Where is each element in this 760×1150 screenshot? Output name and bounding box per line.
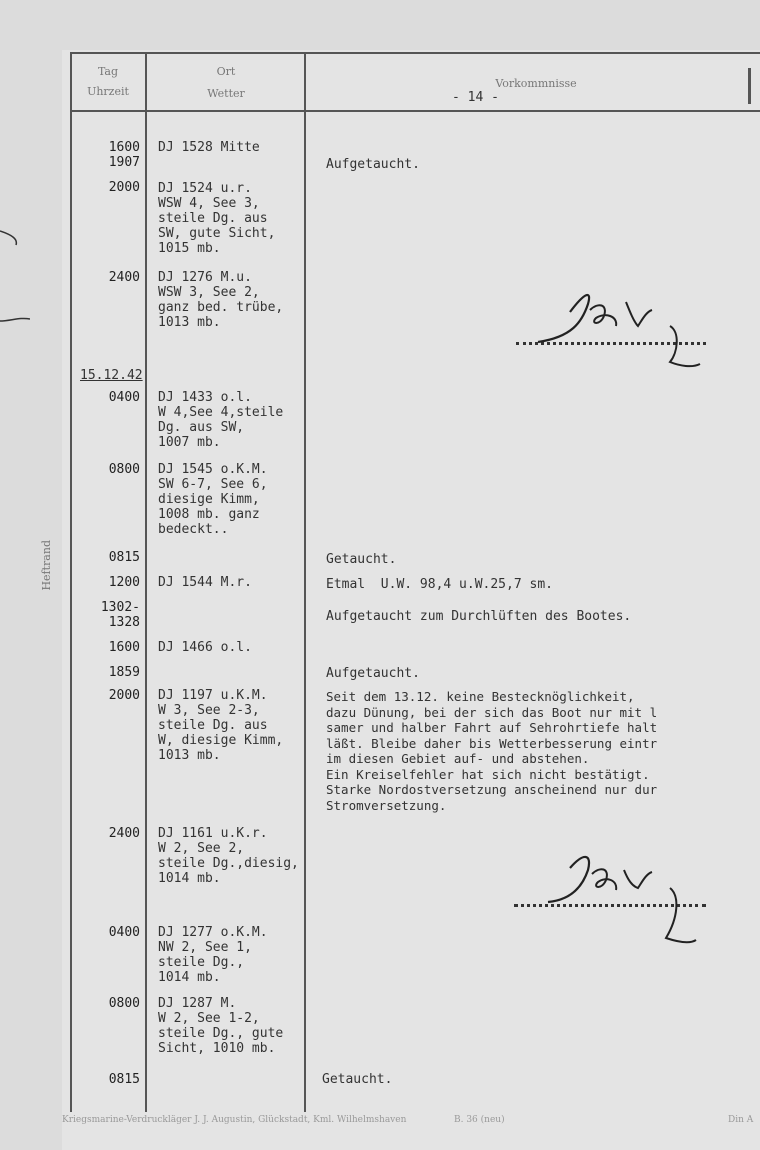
row-location: DJ 1276 M.u. WSW 3, See 2, ganz bed. trübe, 1013 mb.	[158, 270, 284, 330]
time-column-rule	[145, 52, 147, 1112]
row-location: DJ 1466 o.l.	[158, 640, 252, 655]
row-time: 0815	[108, 1072, 140, 1087]
row-event: Etmal U.W. 98,4 u.W.25,7 sm.	[326, 577, 553, 592]
date-marker: 15.12.42	[80, 368, 143, 383]
row-location: DJ 1161 u.K.r. W 2, See 2, steile Dg.,diesig, 1014 mb.	[158, 826, 299, 886]
row-time: 0800	[108, 462, 140, 477]
row-event: Aufgetaucht.	[326, 666, 420, 681]
row-time: 2400	[108, 270, 140, 285]
row-location: DJ 1545 o.K.M. SW 6-7, See 6, diesige Kimm, 1008 mb. ganz bedeckt..	[158, 462, 268, 537]
table-top-rule	[70, 52, 760, 54]
row-location: DJ 1287 M. W 2, See 1-2, steile Dg., gute Sicht, 1010 mb.	[158, 996, 284, 1056]
row-location: DJ 1197 u.K.M. W 3, See 2-3, steile Dg. aus W, diesige Kimm, 1013 mb.	[158, 688, 284, 763]
row-time: 2000	[108, 180, 140, 195]
header-bottom-rule	[70, 110, 760, 112]
format-footer: Din A	[728, 1115, 754, 1125]
page-number: - 14 -	[452, 90, 499, 105]
row-time: 0815	[108, 550, 140, 565]
printer-footer: Kriegsmarine-Verdruckläger J. J. Augustin, Glückstadt, Kml. Wilhelmshaven	[62, 1115, 407, 1125]
row-time: 2400	[108, 826, 140, 841]
header-events: Vorkommnisse	[495, 77, 577, 90]
row-location: DJ 1524 u.r. WSW 4, See 3, steile Dg. aus SW, gute Sicht, 1015 mb.	[158, 181, 276, 256]
location-column-rule	[304, 52, 306, 1112]
signature-mark	[540, 848, 700, 948]
row-time: 1302- 1328	[100, 600, 140, 630]
row-location: DJ 1277 o.K.M. NW 2, See 1, steile Dg., 1014 mb.	[158, 925, 268, 985]
row-event: Aufgetaucht zum Durchlüften des Bootes.	[326, 609, 632, 624]
right-edge-mark	[748, 68, 751, 104]
header-weather: Wetter	[207, 87, 245, 100]
row-time: 0400	[108, 925, 140, 940]
form-number: B. 36 (neu)	[454, 1115, 505, 1125]
row-time: 2000	[108, 688, 140, 703]
header-day: Tag	[97, 65, 119, 78]
header-place: Ort	[216, 65, 236, 78]
row-location: DJ 1433 o.l. W 4,See 4,steile Dg. aus SW, 1007 mb.	[158, 390, 284, 450]
row-time: 0400	[108, 390, 140, 405]
row-event: Getaucht.	[322, 1072, 393, 1087]
row-location: DJ 1544 M.r.	[158, 575, 252, 590]
margin-bracket-mark	[0, 225, 30, 335]
margin-label: Heftrand	[40, 540, 53, 591]
row-time: 1600	[108, 640, 140, 655]
row-event: Aufgetaucht.	[326, 157, 420, 172]
table-left-rule	[70, 52, 72, 1112]
row-event: Getaucht.	[326, 552, 397, 567]
signature-mark	[530, 282, 710, 377]
row-time: 1859	[108, 665, 140, 680]
row-time: 1200	[108, 575, 140, 590]
row-event: Seit dem 13.12. keine Bestecknöglichkeit, dazu Dünung, bei der sich das Boot nur mit l samer und halber Fahrt auf Sehrohrtiefe halt läßt. Bleibe daher bis Wetterbesserung eintr im diesen Gebiet auf- und abstehen. Ein Kreiselfehler hat sich nicht bestätigt. Starke Nordostversetzung anscheinend nur dur Stromversetzung.	[326, 689, 658, 813]
header-time: Uhrzeit	[87, 85, 129, 98]
row-location: DJ 1528 Mitte	[158, 140, 260, 155]
row-time: 0800	[108, 996, 140, 1011]
row-time: 1600 1907	[108, 140, 140, 170]
